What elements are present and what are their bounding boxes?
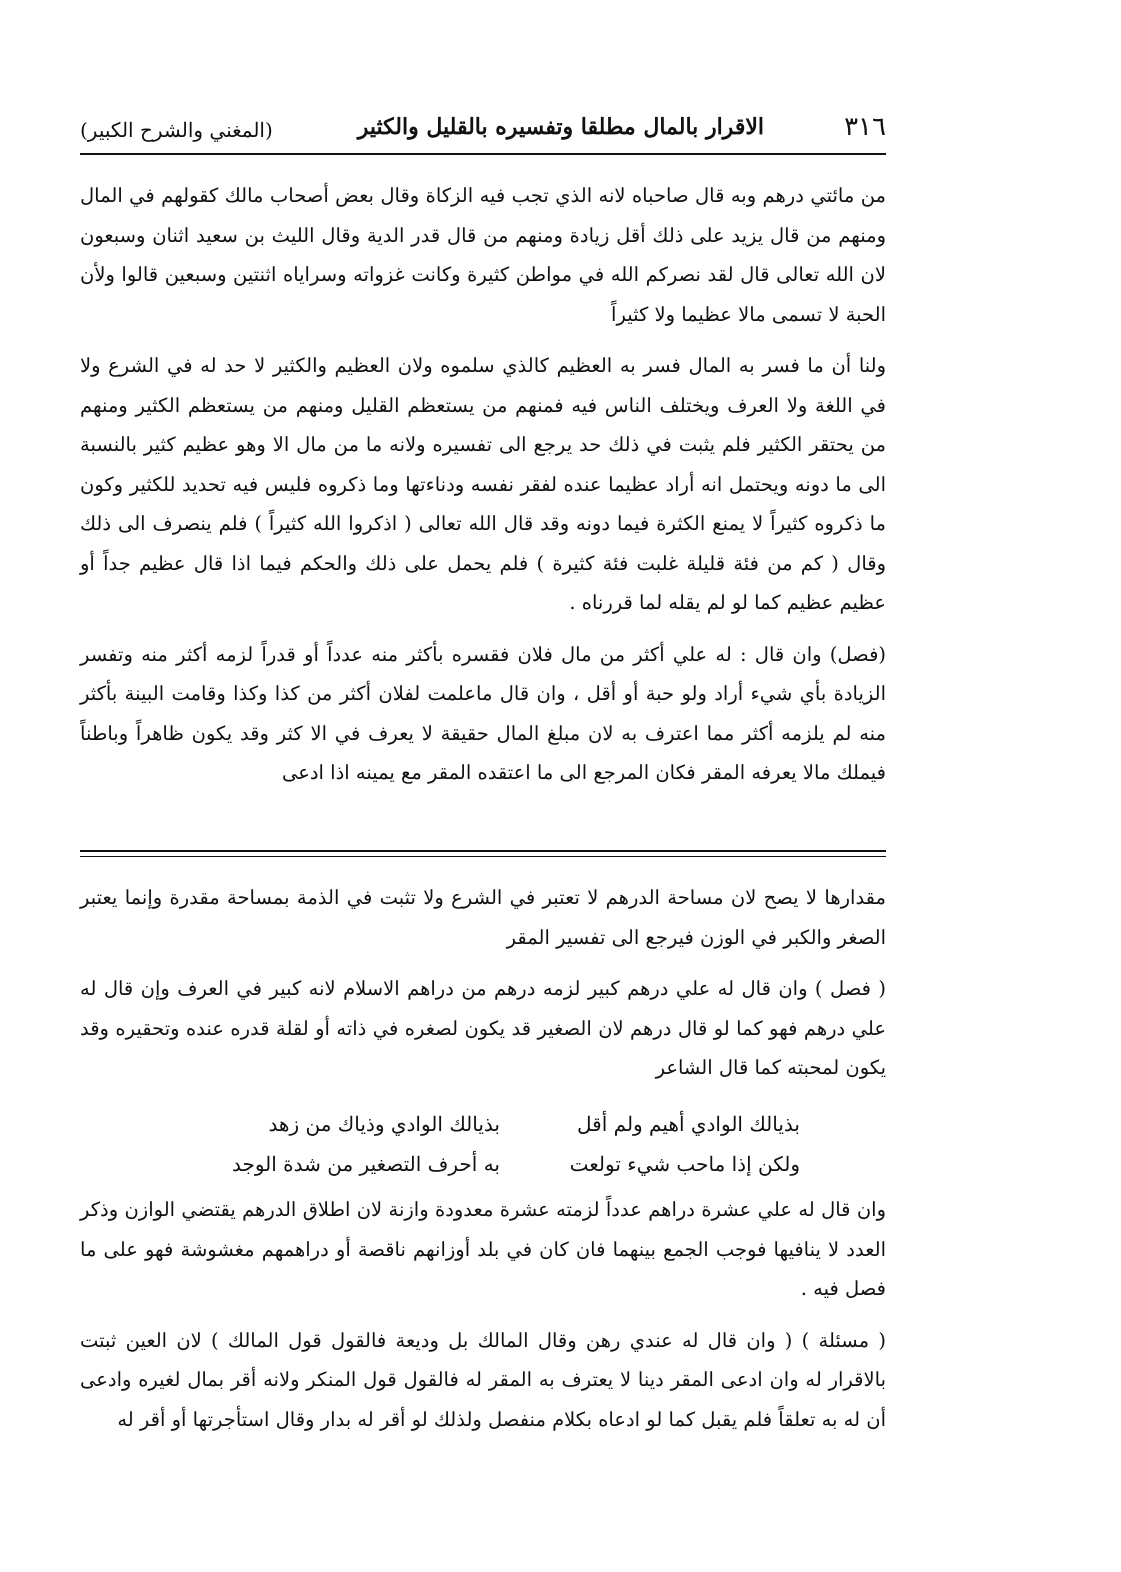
poem-line [200, 1104, 800, 1144]
header-rule [80, 153, 886, 155]
section-divider [80, 850, 886, 852]
page-number: ٣١٦ [844, 112, 886, 142]
commentary-text-continued [80, 1190, 886, 1439]
paragraph: من مائتي درهم وبه قال صاحباه لانه الذي تجب فيه الزكاة وقال بعض أصحاب مالك كقولهم في المال ومنهم من قال يزيد على ذلك أقل زيادة ومنهم من قال قدر الدية وقال الليث بن سعيد اثنان وسبعون لان الله تعالى قال لقد نصركم الله في مواطن كثيرة وكانت غزواته وسراياه اثنتين وسبعين قالوا ولأن الحبة لا تسمى مالا عظيما ولا كثيراً [80, 184, 886, 326]
paragraph: ( فصل ) وان قال له علي درهم كبير لزمه درهم من دراهم الاسلام لانه كبير في العرف وإن قال له علي درهم فهو كما لو قال درهم لان الصغير قد يكون لصغره في ذاته أو لقلة قدره عنده وتحقيره وقد يكون لمحبته كما قال الشاعر [80, 977, 886, 1079]
paragraph: (فصل) وان قال : له علي أكثر من مال فلان فقسره بأكثر منه عدداً أو قدراً لزمه أكثر منه وتفسر الزيادة بأي شيء أراد ولو حبة أو أقل ، وان قال ماعلمت لفلان أكثر من كذا وكذا وقامت البينة بأكثر منه لم يلزمه أكثر مما اعترف به لان مبلغ المال حقيقة لا يعرف في الا كثر وقد يكون ظاهراً وباطناً فيملك مالا يعرفه المقر فكان المرجع الى ما اعتقده المقر مع يمينه اذا ادعى [80, 642, 886, 784]
verse-hemistich: بذيالك الوادي أهيم ولم أقل [577, 1112, 800, 1136]
paragraph: ولنا أن ما فسر به المال فسر به العظيم كالذي سلموه ولان العظيم والكثير لا حد له في الشرع ولا في اللغة ولا العرف ويختلف الناس فيه فمنهم من يستعظم القليل ومنهم من يستعظم الكثير ومنهم من يحتقر الكثير فلم يثبت في ذلك حد يرجع الى تفسيره ولانه ما من مال الا وهو عظيم كثير بالنسبة الى ما دونه ويحتمل انه أراد عظيما عنده لفقر نفسه ودناءتها وما ذكروه فليس فيه تحديد للكثير وكون ما ذكروه كثيراً لا يمنع الكثرة فيما دونه وقد قال الله تعالى ( اذكروا الله كثيراً ) فلم ينصرف الى ذلك وقال ( كم من فئة قليلة غلبت فئة كثيرة ) فلم يحمل على ذلك والحكم فيما اذا قال عظيم جداً أو عظيم عظيم كما لو لم يقله لما قررناه . [80, 354, 886, 614]
poem-line [200, 1144, 800, 1184]
poem [200, 1104, 800, 1184]
verse-hemistich: بذيالك الوادي وذياك من زهد [268, 1112, 500, 1136]
paragraph: وان قال له علي عشرة دراهم عدداً لزمته عشرة معدودة وازنة لان اطلاق الدرهم يقتضي الوازن وذكر العدد لا ينافيها فوجب الجمع بينهما فان كان في بلد أوزانهم ناقصة أو دراهمهم مغشوشة فهو على ما فصل فيه . [80, 1198, 886, 1300]
main-text [80, 176, 886, 793]
page-header [80, 108, 886, 152]
verse-hemistich: به أحرف التصغير من شدة الوجد [231, 1152, 500, 1176]
verse-hemistich: ولكن إذا ماحب شيء تولعت [569, 1152, 800, 1176]
commentary-text [80, 878, 886, 1088]
section-divider [80, 856, 886, 857]
chapter-title: الاقرار بالمال مطلقا وتفسيره بالقليل والكثير [357, 114, 764, 140]
book-title: (المغني والشرح الكبير) [80, 118, 273, 142]
paragraph: ( مسئلة ) ( وان قال له عندي رهن وقال المالك بل وديعة فالقول قول المالك ) لان العين ثبتت بالاقرار له وان ادعى المقر دينا لا يعترف به المقر له فالقول قول المنكر ولانه أقر بمال لغيره وادعى أن له به تعلقاً فلم يقبل كما لو ادعاه بكلام منفصل ولذلك لو أقر له بدار وقال استأجرتها أو أقر له [80, 1328, 886, 1431]
paragraph: مقدارها لا يصح لان مساحة الدرهم لا تعتبر في الشرع ولا تثبت في الذمة بمساحة مقدرة وإنما يعتبر الصغر والكبر في الوزن فيرجع الى تفسير المقر [80, 886, 886, 949]
